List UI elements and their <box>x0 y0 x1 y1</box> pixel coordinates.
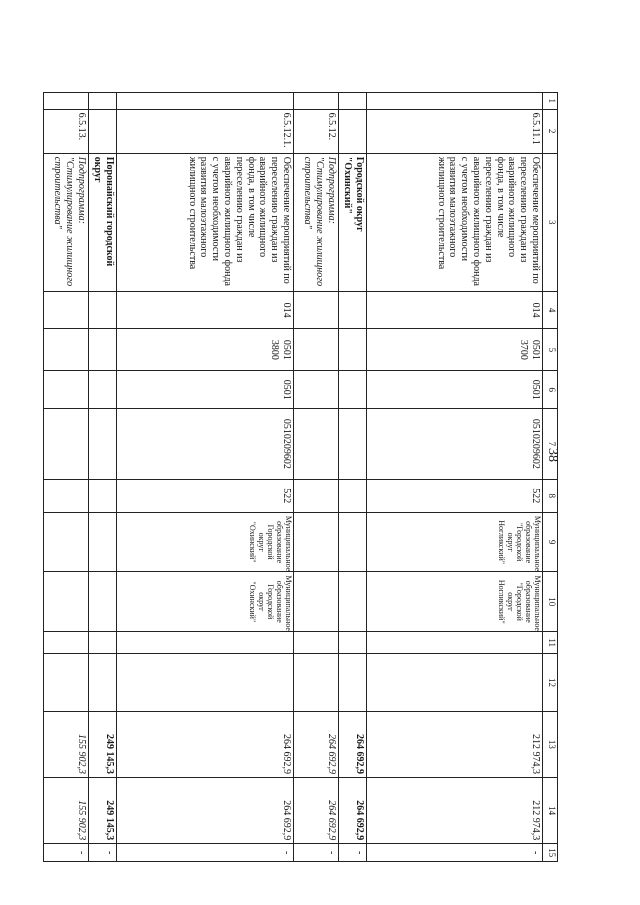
cell-col-12 <box>339 654 367 711</box>
cell-col-7: 0510209602 <box>117 408 294 479</box>
cell-col-8 <box>339 479 367 512</box>
cell-col-9: Муниципальное образование "Городской округ Ногликский" <box>367 512 543 572</box>
cell-col-15: - <box>294 844 339 862</box>
cell-col-4 <box>44 291 89 329</box>
cell-col-4: 014 <box>367 291 543 329</box>
cell-col-13: 264 692,9 <box>339 711 367 777</box>
col-num-5: 5 <box>543 329 558 371</box>
row-description: Поронайский городской округ <box>89 153 117 291</box>
table-row <box>294 93 339 862</box>
cell-col-4: 014 <box>117 291 294 329</box>
cell-col-10: Муниципальное образование Городской округ "Охинский" <box>117 572 294 632</box>
row-description: Обеспечение мероприятий по переселению граждан из аварийного жилищного фонда, в том числе переселению граждан из аварийного жилищного фонда с учетом необходимости развития малоэтажного жилищного строительства <box>117 153 294 291</box>
col-num-12: 12 <box>543 654 558 711</box>
col-num-14: 14 <box>543 777 558 843</box>
cell-col-11 <box>117 632 294 654</box>
cell-col-4 <box>89 291 117 329</box>
cell-col-8 <box>294 479 339 512</box>
cell-col-15: - <box>367 844 543 862</box>
cell-col-9: Муниципальное образование Городской округ "Охинский" <box>117 512 294 572</box>
cell-col-6: 0501 <box>367 371 543 409</box>
cell-col-6 <box>294 371 339 409</box>
table-row <box>367 93 543 862</box>
table-row <box>89 93 117 862</box>
col-num-13: 13 <box>543 711 558 777</box>
row-number: 6.5.13. <box>44 109 89 153</box>
table-row <box>117 93 294 862</box>
table-row <box>339 93 367 862</box>
cell-col-14: 155 902,3 <box>44 777 89 843</box>
cell-col-4 <box>339 291 367 329</box>
cell-col-12 <box>117 654 294 711</box>
cell-col-11 <box>367 632 543 654</box>
row-number: 6.5.11.1 <box>367 109 543 153</box>
col-num-9: 9 <box>543 512 558 572</box>
cell-col-8 <box>89 479 117 512</box>
row-number <box>339 109 367 153</box>
cell-col-7: 0510209602 <box>367 408 543 479</box>
col-num-6: 6 <box>543 371 558 409</box>
cell-col-10 <box>89 572 117 632</box>
cell-col-8 <box>44 479 89 512</box>
cell-col-11 <box>339 632 367 654</box>
col-num-3: 3 <box>543 153 558 291</box>
column-number-row <box>543 93 558 862</box>
row-description: Подпрограмма: "Стимулирование жилищного строительства" <box>44 153 89 291</box>
col-num-7: 7 <box>543 408 558 479</box>
rotated-table-wrapper <box>43 92 558 862</box>
cell-col-15: - <box>89 844 117 862</box>
cell-col-9 <box>294 512 339 572</box>
cell-col-8: 522 <box>367 479 543 512</box>
budget-table <box>43 92 558 862</box>
col-num-11: 11 <box>543 632 558 654</box>
cell-col-12 <box>367 654 543 711</box>
cell-col-13: 249 145,3 <box>89 711 117 777</box>
cell-col-15: - <box>117 844 294 862</box>
row-description: Обеспечение мероприятий по переселению граждан из аварийного жилищного фонда, в том числе переселению граждан из аварийного жилищного фонда с учетом необходимости развития малоэтажного жилищного строительства <box>367 153 543 291</box>
cell-col-14: 264 692,9 <box>294 777 339 843</box>
cell-col-14: 264 692,9 <box>339 777 367 843</box>
cell-col-11 <box>44 632 89 654</box>
cell-col-15: - <box>44 844 89 862</box>
cell-col-6: 0501 <box>117 371 294 409</box>
cell-col-10 <box>294 572 339 632</box>
cell-col-6 <box>89 371 117 409</box>
col-num-10: 10 <box>543 572 558 632</box>
col-num-1: 1 <box>543 93 558 110</box>
row-number <box>89 109 117 153</box>
cell-col-13: 212 974,3 <box>367 711 543 777</box>
cell-col-10: Муниципальное образование "Городской округ Ногликский" <box>367 572 543 632</box>
cell-col-5: 0501 3800 <box>117 329 294 371</box>
cell-col-5: 0501 3700 <box>367 329 543 371</box>
cell-col-8: 522 <box>117 479 294 512</box>
cell-col-13: 264 692,9 <box>117 711 294 777</box>
cell-col-13: 264 692,9 <box>294 711 339 777</box>
row-number: 6.5.12.1. <box>117 109 294 153</box>
cell-col-7 <box>89 408 117 479</box>
cell-col-12 <box>44 654 89 711</box>
cell-col-14: 212 974,3 <box>367 777 543 843</box>
col-num-8: 8 <box>543 479 558 512</box>
table-row <box>44 93 89 862</box>
cell-col-5 <box>339 329 367 371</box>
row-description: Городской округ "Охинский" <box>339 153 367 291</box>
col-num-2: 2 <box>543 109 558 153</box>
cell-col-10 <box>44 572 89 632</box>
cell-col-14: 264 692,9 <box>117 777 294 843</box>
col-num-4: 4 <box>543 291 558 329</box>
cell-col-9 <box>89 512 117 572</box>
cell-col-9 <box>44 512 89 572</box>
cell-col-11 <box>89 632 117 654</box>
row-number: 6.5.12. <box>294 109 339 153</box>
cell-col-5 <box>294 329 339 371</box>
cell-col-11 <box>294 632 339 654</box>
cell-col-7 <box>294 408 339 479</box>
cell-col-13: 155 902,3 <box>44 711 89 777</box>
cell-col-7 <box>44 408 89 479</box>
row-description: Подпрограмма: "Стимулирование жилищного строительства" <box>294 153 339 291</box>
cell-col-4 <box>294 291 339 329</box>
page-number: 38 <box>545 448 560 462</box>
cell-col-12 <box>294 654 339 711</box>
cell-col-10 <box>339 572 367 632</box>
cell-col-6 <box>339 371 367 409</box>
cell-col-6 <box>44 371 89 409</box>
cell-col-14: 249 145,3 <box>89 777 117 843</box>
cell-col-9 <box>339 512 367 572</box>
cell-col-12 <box>89 654 117 711</box>
cell-col-7 <box>339 408 367 479</box>
cell-col-5 <box>44 329 89 371</box>
cell-col-5 <box>89 329 117 371</box>
cell-col-15: - <box>339 844 367 862</box>
col-num-15: 15 <box>543 844 558 862</box>
